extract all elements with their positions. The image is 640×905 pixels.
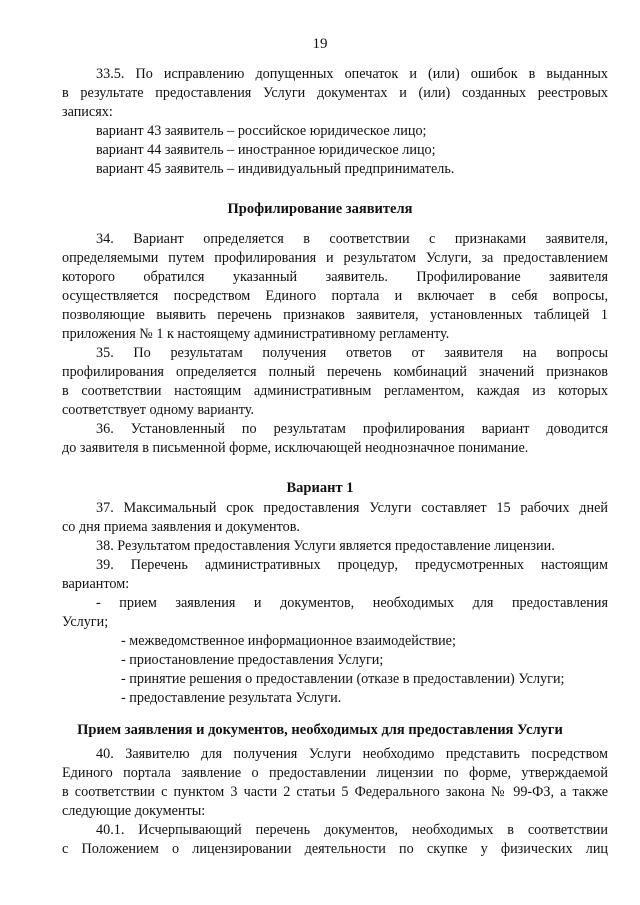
procedure-list-item: - прием заявления и документов, необходимых для предоставления: [96, 595, 608, 611]
paragraph-36-line: 36. Установленный по результатам профилирования вариант доводится: [96, 421, 608, 437]
paragraph-40-line: Единого портала заявление о предоставлении лицензии по форме, утверждаемой: [62, 765, 608, 781]
procedure-list-item: - межведомственное информационное взаимодействие;: [121, 633, 456, 649]
section-heading-reception: Прием заявления и документов, необходимых для предоставления Услуги: [77, 722, 563, 738]
paragraph-35-line: в соответствии настоящим административным регламентом, каждая из которых: [62, 383, 608, 399]
paragraph-36-line: до заявителя в письменной форме, исключающей неоднозначное понимание.: [62, 440, 529, 456]
paragraph-35-line: профилирования определяется полный перечень комбинаций значений признаков: [62, 364, 608, 380]
paragraph-34-line: позволяющие выявить перечень признаков заявителя, установленных таблицей 1: [62, 307, 608, 323]
paragraph-39-line: 39. Перечень административных процедур, предусмотренных настоящим: [96, 557, 608, 573]
variant-list-item: вариант 44 заявитель – иностранное юридическое лицо;: [96, 142, 436, 158]
paragraph-40-line: 40. Заявителю для получения Услуги необходимо представить посредством: [96, 746, 608, 762]
paragraph-37-line: 37. Максимальный срок предоставления Услуги составляет 15 рабочих дней: [96, 500, 608, 516]
paragraph-38: 38. Результатом предоставления Услуги является предоставление лицензии.: [96, 538, 555, 554]
paragraph-34-line: которого обратился указанный заявитель. Профилирование заявителя: [62, 269, 608, 285]
procedure-list-item: - предоставление результата Услуги.: [121, 690, 342, 706]
paragraph-40-line: в соответствии с пунктом 3 части 2 статьи 5 Федерального закона № 99-ФЗ, а также: [62, 784, 608, 800]
section-heading-variant-1: Вариант 1: [286, 480, 354, 496]
procedure-list-item: - приостановление предоставления Услуги;: [121, 652, 384, 668]
procedure-list-item-continuation: Услуги;: [62, 614, 109, 630]
paragraph-33-5-line: 33.5. По исправлению допущенных опечаток и (или) ошибок в выданных: [96, 66, 608, 82]
paragraph-40-1-line: 40.1. Исчерпывающий перечень документов, необходимых в соответствии: [96, 822, 608, 838]
paragraph-37-line: со дня приема заявления и документов.: [62, 519, 300, 535]
paragraph-40-1-line: с Положением о лицензировании деятельности по скупке у физических лиц: [62, 841, 608, 857]
paragraph-34-line: 34. Вариант определяется в соответствии с признаками заявителя,: [96, 231, 608, 247]
procedure-list-item: - принятие решения о предоставлении (отказе в предоставлении) Услуги;: [121, 671, 565, 687]
paragraph-35-line: 35. По результатам получения ответов от заявителя на вопросы: [96, 345, 608, 361]
paragraph-34-line: осуществляется посредством Единого портала и включает в себя вопросы,: [62, 288, 608, 304]
paragraph-33-5-line: в результате предоставления Услуги документах и (или) созданных реестровых: [62, 85, 608, 101]
paragraph-35-line: соответствует одному варианту.: [62, 402, 254, 418]
section-heading-profiling: Профилирование заявителя: [227, 201, 413, 217]
variant-list-item: вариант 45 заявитель – индивидуальный предприниматель.: [96, 161, 455, 177]
paragraph-34-line: определяемыми путем профилирования и результатом Услуги, за предоставлением: [62, 250, 608, 266]
paragraph-34-line: приложения № 1 к настоящему административному регламенту.: [62, 326, 450, 342]
paragraph-39-line: вариантом:: [62, 576, 130, 592]
variant-list-item: вариант 43 заявитель – российское юридическое лицо;: [96, 123, 427, 139]
paragraph-33-5-line: записях:: [62, 104, 113, 120]
paragraph-40-line: следующие документы:: [62, 803, 206, 819]
page-number: 19: [312, 36, 328, 52]
